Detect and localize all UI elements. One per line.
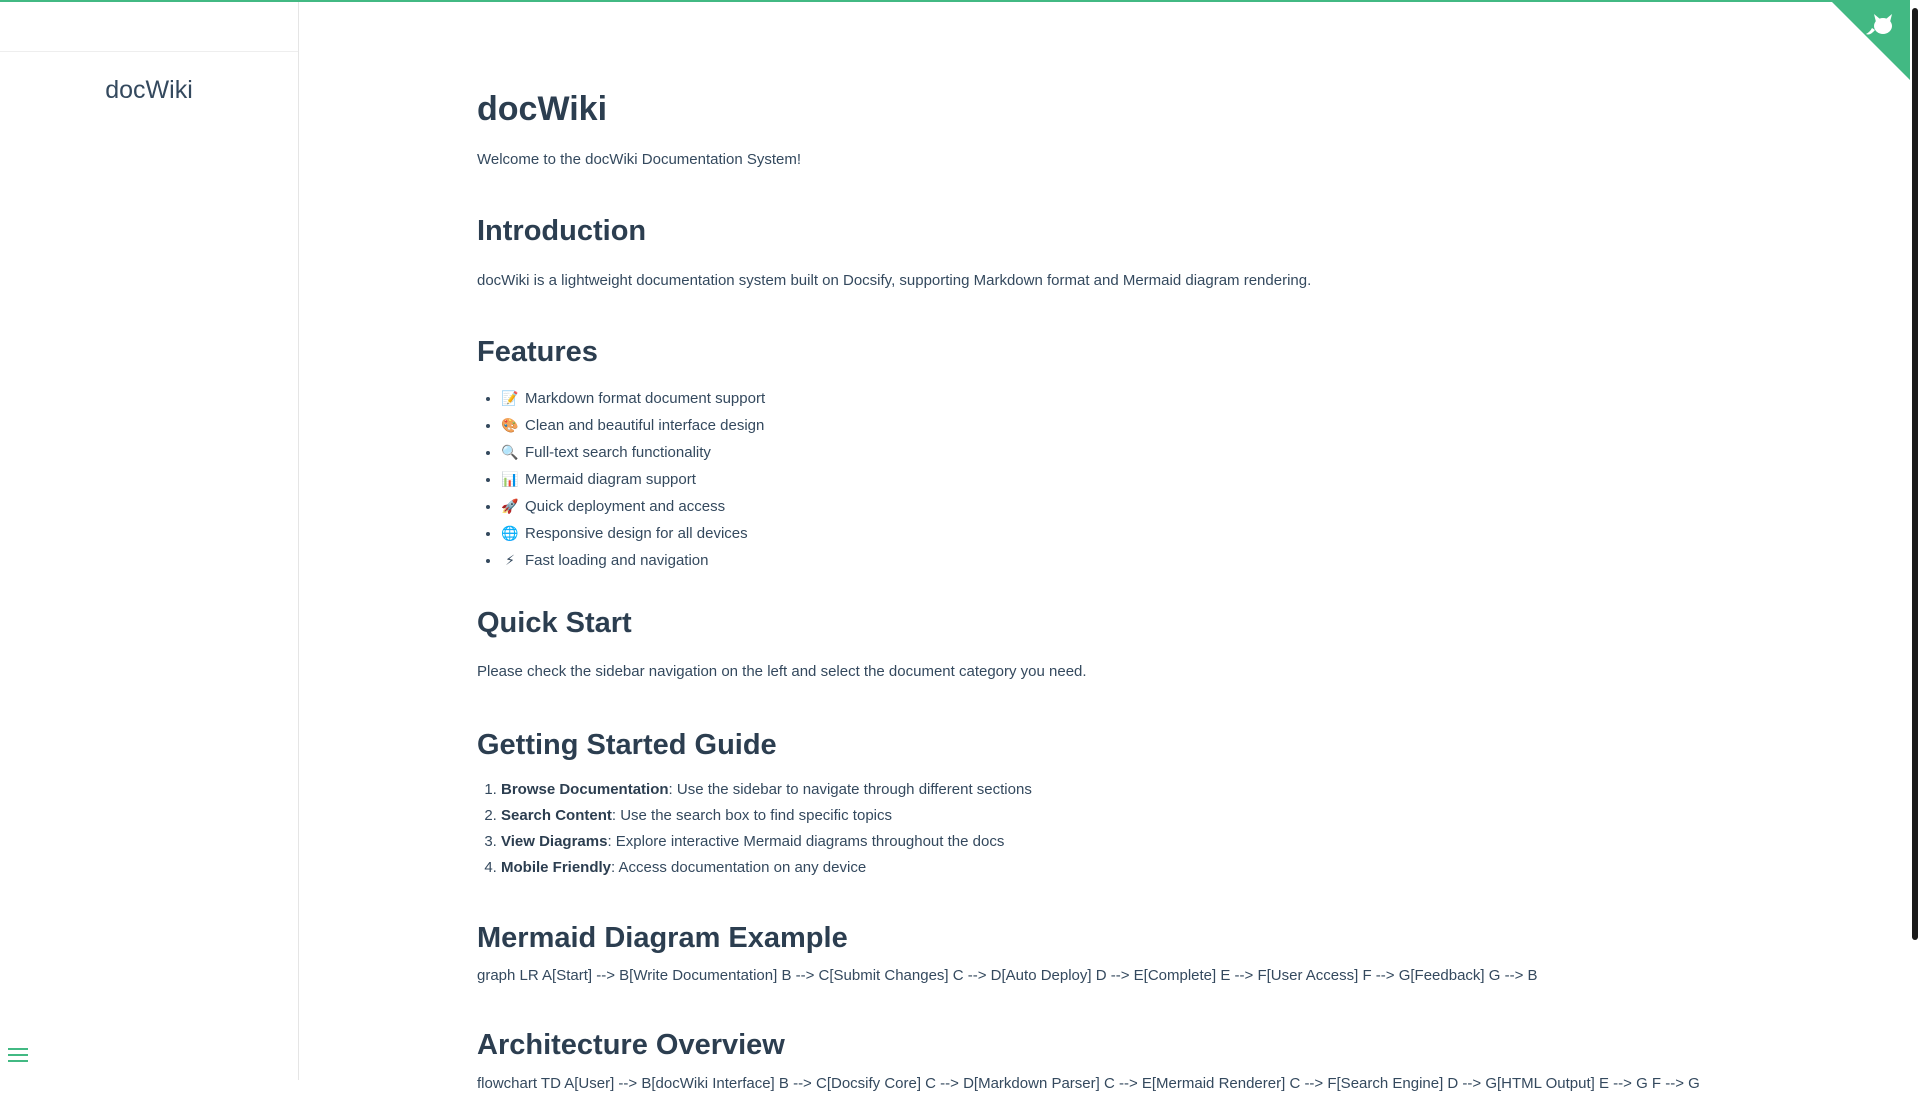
menu-icon-line — [8, 1054, 28, 1056]
sidebar-search-area[interactable] — [0, 2, 298, 52]
feature-text: Markdown format document support — [525, 390, 766, 407]
feature-item — [501, 412, 765, 439]
app-name[interactable]: docWiki — [105, 76, 193, 104]
getting-started-list — [477, 777, 1032, 881]
heading-getting-started[interactable]: Getting Started Guide — [477, 729, 777, 761]
introduction-text: docWiki is a lightweight documentation system built on Docsify, supporting Markdown format and Mermaid diagram rendering. — [477, 272, 1312, 289]
welcome-text: Welcome to the docWiki Documentation System! — [477, 151, 802, 168]
feature-text: Full-text search functionality — [525, 444, 711, 461]
guide-item — [501, 803, 1032, 829]
page-title: docWiki — [477, 90, 608, 128]
scrollbar-thumb[interactable] — [1912, 8, 1918, 940]
sidebar-toggle-button[interactable] — [8, 1048, 28, 1066]
feature-text: Fast loading and navigation — [525, 552, 709, 569]
github-corner-triangle — [1830, 0, 1910, 80]
rocket-icon: 🚀 — [501, 498, 519, 514]
heading-quick-start[interactable]: Quick Start — [477, 607, 632, 639]
lightning-icon: ⚡ — [505, 552, 515, 568]
bar-chart-icon: 📊 — [501, 471, 519, 487]
feature-item — [501, 385, 765, 412]
features-list — [477, 385, 765, 574]
feature-item — [501, 547, 765, 574]
heading-features[interactable]: Features — [477, 336, 598, 368]
guide-item-title: View Diagrams — [501, 833, 608, 850]
guide-item-text: : Explore interactive Mermaid diagrams throughout the docs — [607, 833, 1005, 850]
guide-item — [501, 855, 1032, 881]
palette-icon: 🎨 — [501, 417, 519, 433]
heading-mermaid-example[interactable]: Mermaid Diagram Example — [477, 922, 848, 954]
guide-item-title: Search Content — [501, 807, 612, 824]
guide-item — [501, 777, 1032, 803]
github-corner-link[interactable] — [1830, 0, 1910, 80]
magnifier-icon: 🔍 — [501, 444, 519, 460]
heading-architecture[interactable]: Architecture Overview — [477, 1029, 785, 1061]
menu-icon-line — [8, 1060, 28, 1062]
memo-icon: 📝 — [501, 390, 519, 406]
guide-item-title: Mobile Friendly — [501, 859, 612, 876]
guide-item-text: : Use the sidebar to navigate through different sections — [668, 781, 1032, 798]
guide-item-title: Browse Documentation — [501, 781, 669, 798]
feature-item — [501, 439, 765, 466]
feature-text: Responsive design for all devices — [525, 525, 748, 542]
feature-item — [501, 493, 765, 520]
mermaid-code-text: graph LR A[Start] --> B[Write Documentation] B --> C[Submit Changes] C --> D[Auto Deploy] D --> E[Complete] E --> F[User Access] F --> G[Feedback] G --> B — [477, 967, 1538, 984]
quick-start-text: Please check the sidebar navigation on the left and select the document category you need. — [477, 663, 1087, 680]
architecture-code-text: flowchart TD A[User] --> B[docWiki Interface] B --> C[Docsify Core] C --> D[Markdown Parser] C --> E[Mermaid Renderer] C --> F[Search Engine] D --> G[HTML Output] E --> G F --> G — [477, 1075, 1700, 1092]
vertical-scrollbar[interactable] — [1910, 0, 1920, 1080]
guide-item-text: : Use the search box to find specific topics — [611, 807, 892, 824]
feature-text: Mermaid diagram support — [525, 471, 696, 488]
main-content — [300, 2, 1910, 1092]
heading-introduction[interactable]: Introduction — [477, 215, 647, 247]
feature-text: Quick deployment and access — [525, 498, 726, 515]
menu-icon-line — [8, 1048, 28, 1050]
feature-item — [501, 520, 765, 547]
feature-text: Clean and beautiful interface design — [525, 417, 765, 434]
feature-item — [501, 466, 765, 493]
guide-item-text: : Access documentation on any device — [611, 859, 867, 876]
globe-icon: 🌐 — [501, 525, 519, 541]
guide-item — [501, 829, 1032, 855]
sidebar — [0, 2, 299, 1080]
